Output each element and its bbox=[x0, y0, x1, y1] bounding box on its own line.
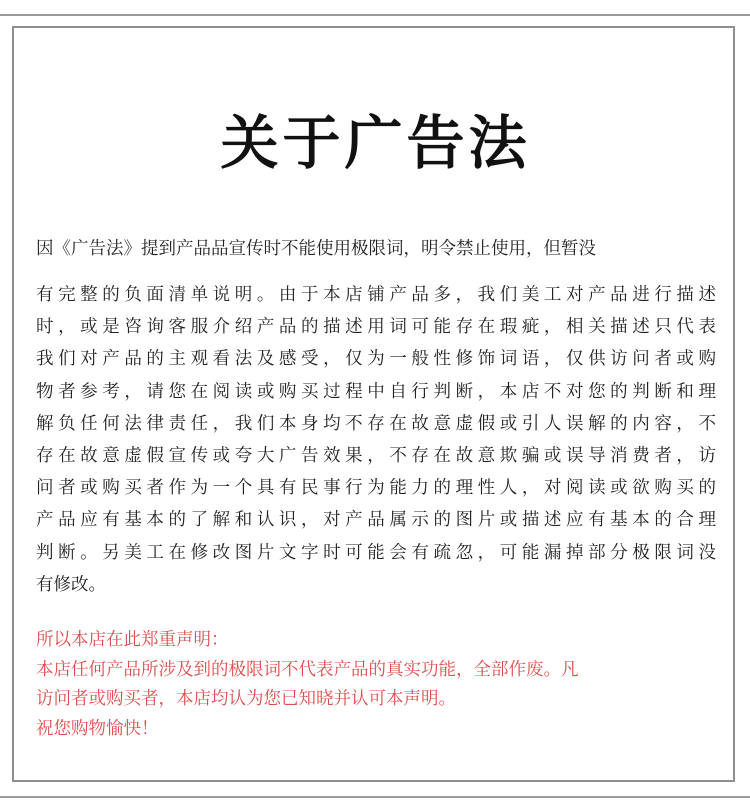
declaration-heading: 所以本店在此郑重声明： bbox=[36, 630, 229, 650]
store-declaration bbox=[36, 626, 716, 744]
bottom-divider bbox=[0, 796, 750, 798]
paragraph-line: 我们对产品的主观看法及感受，仅为一般性修饰词语，仅供访问者或购 bbox=[36, 349, 716, 370]
disclaimer-paragraph bbox=[36, 279, 716, 601]
paragraph-line: 解负任何法律责任，我们本身均不存在故意虚假或引人误解的内容，不 bbox=[36, 413, 716, 434]
paragraph-line: 问者或购买者作为一个具有民事行为能力的理性人，对阅读或欲购买的 bbox=[36, 478, 716, 499]
top-divider bbox=[0, 14, 750, 16]
paragraph-line: 物者参考，请您在阅读或购买过程中自行判断，本店不对您的判断和理 bbox=[36, 381, 716, 402]
intro-line: 因《广告法》提到产品品宣传时不能使用极限词，明令禁止使用，但暂没 bbox=[36, 239, 596, 259]
paragraph-line: 产品应有基本的了解和认识，对产品属示的图片或描述应有基本的合理 bbox=[36, 510, 716, 531]
page-title: 关于广告法 bbox=[220, 109, 531, 177]
paragraph-line: 有完整的负面清单说明。由于本店铺产品多，我们美工对产品进行描述 bbox=[36, 285, 716, 305]
paragraph-line: 判断。另美工在修改图片文字时可能会有疏忽，可能漏掉部分极限词没 bbox=[36, 542, 716, 563]
declaration-closing: 祝您购物愉快！ bbox=[36, 718, 159, 739]
declaration-line: 访问者或购买者，本店均认为您已知晓并认可本声明。 bbox=[36, 689, 456, 709]
declaration-line: 本店任何产品所涉及到的极限词不代表产品的真实功能，全部作废。凡 bbox=[36, 659, 579, 680]
paragraph-line: 有修改。 bbox=[36, 574, 106, 595]
notice-frame bbox=[12, 26, 735, 782]
paragraph-line: 时，或是咨询客服介绍产品的描述用词可能存在瑕疵，相关描述只代表 bbox=[36, 317, 716, 338]
paragraph-line: 存在故意虚假宣传或夸大广告效果，不存在故意欺骗或误导消费者，访 bbox=[36, 445, 716, 466]
